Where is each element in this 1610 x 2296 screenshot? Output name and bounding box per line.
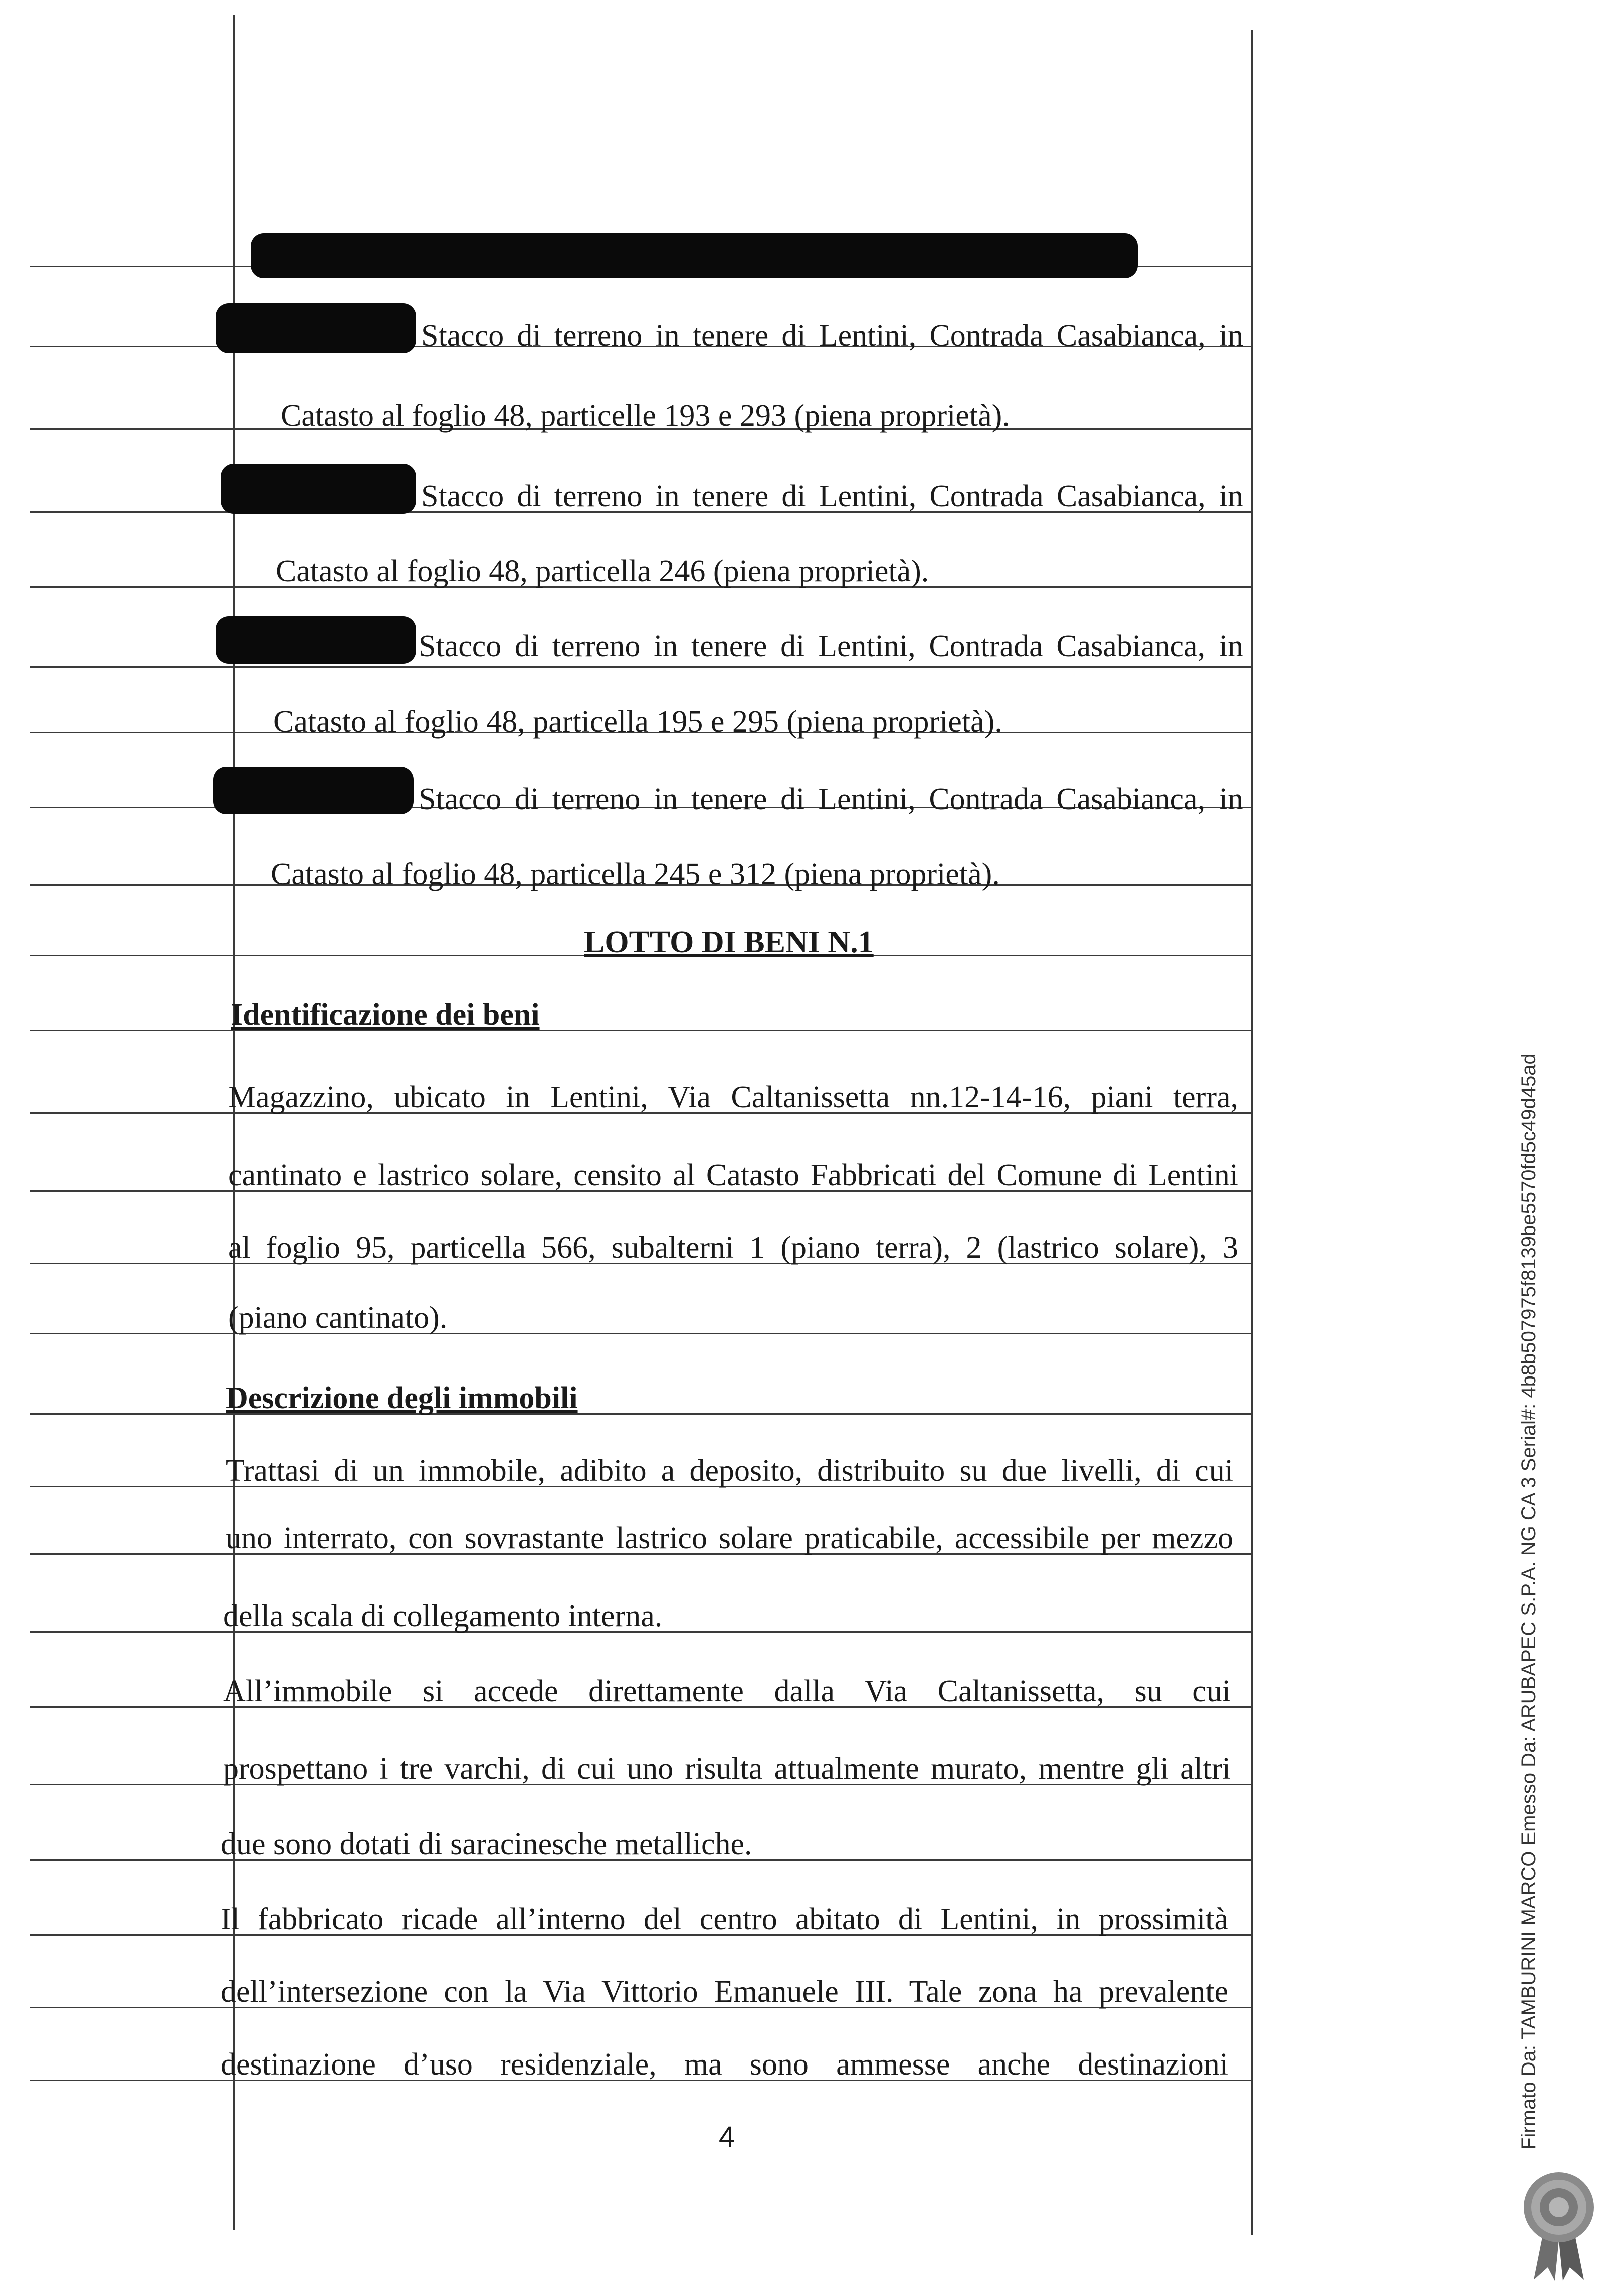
property-item-line: Stacco di terreno in tenere di Lentini, Contrada Casabianca, in xyxy=(419,782,1243,816)
property-item-line: Catasto al foglio 48, particelle 193 e 293 (piena proprietà). xyxy=(281,399,1010,433)
redaction-bar xyxy=(221,464,416,514)
lot-heading: LOTTO DI BENI N.1 xyxy=(584,925,874,959)
ruled-line xyxy=(30,666,1253,668)
redaction-bar xyxy=(216,616,416,664)
property-item-line: Catasto al foglio 48, particella 246 (piena proprietà). xyxy=(276,554,929,588)
paragraph-line: (piano cantinato). xyxy=(228,1301,448,1335)
paragraph-line: Il fabbricato ricade all’interno del centro abitato di Lentini, in prossimità xyxy=(221,1902,1228,1936)
redaction-bar xyxy=(213,767,414,814)
redaction-bar xyxy=(216,303,416,353)
property-item-line: Stacco di terreno in tenere di Lentini, Contrada Casabianca, in xyxy=(421,319,1243,353)
paragraph-line: due sono dotati di saracinesche metalliche. xyxy=(221,1827,752,1861)
property-item-line: Catasto al foglio 48, particella 195 e 295 (piena proprietà). xyxy=(273,705,1002,739)
property-item-line: Catasto al foglio 48, particella 245 e 312 (piena proprietà). xyxy=(271,857,1000,891)
property-item-line: Stacco di terreno in tenere di Lentini, Contrada Casabianca, in xyxy=(421,479,1243,513)
paragraph-line: prospettano i tre varchi, di cui uno risulta attualmente murato, mentre gli altri xyxy=(223,1752,1231,1786)
paragraph-line: al foglio 95, particella 566, subalterni 1 (piano terra), 2 (lastrico solare), 3 xyxy=(228,1231,1238,1265)
section-heading-identification: Identificazione dei beni xyxy=(231,998,540,1032)
paragraph-line: uno interrato, con sovrastante lastrico solare praticabile, accessibile per mezzo xyxy=(226,1521,1233,1555)
paragraph-line: Magazzino, ubicato in Lentini, Via Caltanissetta nn.12-14-16, piani terra, xyxy=(228,1080,1238,1114)
property-item-line: Stacco di terreno in tenere di Lentini, Contrada Casabianca, in xyxy=(419,629,1243,663)
digital-signature-stamp: Firmato Da: TAMBURINI MARCO Emesso Da: ARUBAPEC S.P.A. NG CA 3 Serial#: 4b8b507975f8139be5570fd5c49d45ad xyxy=(1518,1053,1540,2150)
paragraph-line: dell’intersezione con la Via Vittorio Emanuele III. Tale zona ha prevalente xyxy=(221,1975,1228,2009)
ruled-line xyxy=(30,1030,1253,1031)
section-heading-description: Descrizione degli immobili xyxy=(226,1381,578,1415)
paragraph-line: della scala di collegamento interna. xyxy=(223,1599,663,1633)
paragraph-line: destinazione d’uso residenziale, ma sono ammesse anche destinazioni xyxy=(221,2047,1228,2082)
page-number: 4 xyxy=(718,2121,735,2153)
seal-icon xyxy=(1514,2165,1604,2285)
redaction-bar xyxy=(251,233,1138,278)
ruled-line xyxy=(30,1333,1253,1334)
ruled-line xyxy=(30,1413,1253,1415)
paragraph-line: All’immobile si accede direttamente dalla Via Caltanissetta, su cui xyxy=(223,1674,1231,1708)
right-margin-line xyxy=(1251,30,1253,2235)
paragraph-line: Trattasi di un immobile, adibito a deposito, distribuito su due livelli, di cui xyxy=(226,1454,1233,1488)
paragraph-line: cantinato e lastrico solare, censito al Catasto Fabbricati del Comune di Lentini xyxy=(228,1158,1238,1192)
